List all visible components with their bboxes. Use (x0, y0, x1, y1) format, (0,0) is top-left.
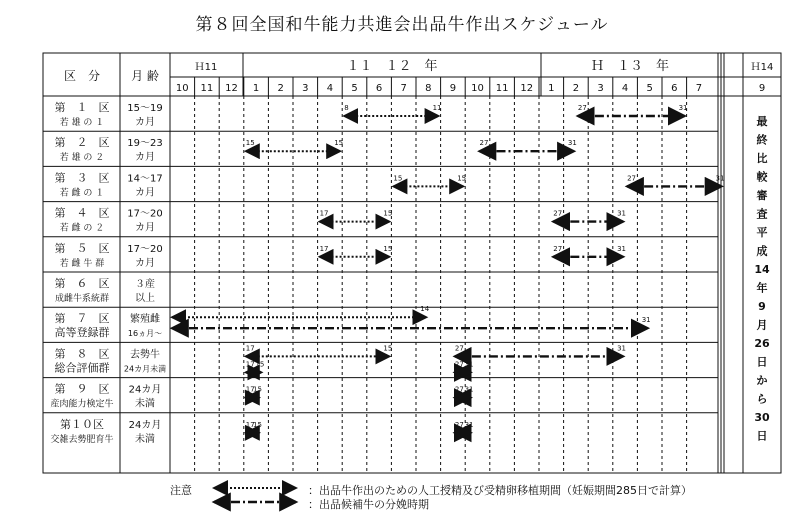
month-label: 2 (572, 83, 580, 94)
month-label: 2 (277, 83, 284, 94)
month-label: 8 (425, 83, 432, 94)
bar-start-day: 27 (627, 174, 637, 183)
bar-end-day: 31 (464, 385, 474, 394)
h14-char: か (756, 374, 768, 387)
bar-start-day: 17 (245, 385, 255, 394)
h14-char: ら (756, 392, 768, 406)
month-lines (195, 77, 687, 473)
row-age-range: 17～20 (127, 208, 163, 220)
row-class-number: 第 ３ 区 (54, 171, 110, 185)
bar-start-day: 27 (553, 244, 563, 253)
row-age-unit: カ月 (135, 117, 155, 128)
bar-end-day: 15 (383, 344, 393, 353)
header-era-h14: Ｈ14 (750, 62, 774, 73)
bar-start-day: 17 (245, 420, 255, 429)
bar-start-day: 27 (479, 139, 489, 148)
row-class-number: 第 ６ 区 (54, 277, 110, 290)
bar-end-day: 15 (253, 385, 262, 394)
h14-char: 成 (756, 244, 768, 258)
h14-char: 平 (756, 226, 768, 239)
legend-label: 注意 (170, 484, 192, 497)
h14-char: 年 (756, 281, 768, 295)
bar-end-day: 11 (432, 104, 442, 112)
h14-char: 終 (756, 133, 768, 147)
bar-end-day: 31 (464, 420, 474, 429)
row-age-range: 繁殖雌 (130, 314, 160, 326)
bar-start-day: 17 (245, 360, 255, 369)
h14-char: 30 (754, 411, 770, 424)
row-age-unit: 24カ月未満 (123, 364, 167, 374)
row-class-number: 第 ２ 区 (54, 136, 110, 150)
month-label: 4 (326, 83, 334, 94)
row-class-number: 第 １ 区 (54, 101, 110, 114)
row-age-unit: カ月 (135, 187, 155, 199)
row-class-name: 総合評価群 (54, 361, 110, 375)
schedule-bars (172, 104, 724, 433)
bar-start-day: 27 (454, 360, 464, 369)
row-class-name: 交雑去勢肥育牛 (50, 434, 114, 445)
bar-start-day: 17 (319, 244, 329, 253)
month-label: 10 (471, 83, 484, 94)
row-age-unit: カ月 (135, 152, 155, 164)
month-label: 4 (621, 83, 629, 94)
month-labels (176, 83, 702, 94)
row-class-name: 高等登録群 (54, 326, 110, 340)
bar-start-day: 27 (553, 209, 563, 218)
h14-char: 14 (754, 263, 770, 276)
row-class-name: 若 雄 の １ (59, 118, 105, 128)
month-label: 10 (175, 83, 189, 94)
month-label: 1 (548, 83, 555, 94)
bar-end-day: 31 (567, 139, 577, 148)
header-year-h13: Ｈ １３ 年 (590, 59, 670, 74)
bar-start-day: 27 (454, 420, 464, 429)
row-class-number: 第 ７ 区 (54, 312, 110, 326)
bar-start-day: 27 (454, 344, 464, 353)
month-label: 7 (695, 83, 703, 94)
bar-start-day: 27 (577, 104, 587, 112)
bar-start-day: 15 (245, 139, 255, 148)
header-year-h12: １１ １２ 年 (346, 59, 438, 74)
bar-end-day: 31 (641, 316, 651, 325)
bar-start-day: 27 (454, 385, 464, 394)
h14-vertical-text (754, 114, 770, 443)
row-class-name: 若 雌 の ２ (59, 223, 105, 234)
bar-start-day: 17 (245, 344, 255, 353)
row-age-range: 17～20 (127, 243, 163, 255)
row-class-number: 第１０区 (60, 417, 104, 431)
row-age-range: 15～19 (127, 103, 163, 114)
row-class-number: 第 ９ 区 (54, 382, 110, 396)
header-class: 区 分 (63, 69, 101, 83)
row-age-unit: 未満 (135, 433, 155, 445)
h14-char: 9 (758, 300, 766, 313)
month-label: 7 (400, 83, 407, 94)
header-era-h11: Ｈ11 (194, 62, 218, 73)
row-age-unit: 以上 (135, 293, 155, 304)
legend-birth-text: ：出品候補牛の分娩時期 (308, 498, 429, 511)
row-class-name: 若 雌 の １ (59, 188, 105, 199)
month-label: 5 (646, 83, 653, 94)
h14-char: 月 (756, 318, 768, 332)
bar-end-day: 15 (383, 209, 393, 218)
bar-end-day: 15 (334, 139, 344, 148)
month-label: 6 (671, 83, 678, 94)
bar-end-day: 31 (715, 174, 725, 183)
bar-end-day: 15 (457, 174, 467, 183)
bar-start-day: 15 (393, 174, 403, 183)
h14-char: 較 (756, 170, 768, 184)
h14-char: 査 (756, 207, 768, 221)
row-labels (50, 101, 166, 445)
bar-end-day: 31 (464, 360, 474, 369)
month-label: 11 (495, 83, 509, 94)
h14-char: 最 (756, 115, 768, 128)
row-class-name: 成雌牛系統群 (54, 294, 110, 304)
legend-ai-text: ：出品牛作出のための人工授精及び受精卵移植期間（妊娠期間285日で計算） (308, 484, 692, 497)
row-age-range: ３産 (135, 279, 155, 290)
row-class-name: 若 雌 牛 群 (59, 258, 105, 269)
bar-start-day: 17 (319, 209, 329, 218)
row-age-unit: 16ヵ月～ (127, 329, 163, 339)
row-age-unit: カ月 (135, 257, 155, 269)
row-age-range: 19～23 (127, 138, 163, 150)
bar-end-day: 15 (383, 244, 393, 253)
row-class-name: 産肉能力検定牛 (50, 399, 114, 410)
header-h14-month: 9 (758, 83, 766, 94)
row-class-name: 若 雄 の ２ (59, 153, 105, 164)
row-age-unit: 未満 (135, 398, 155, 410)
page-title: 第８回全国和牛能力共進会出品牛作出スケジュール (195, 15, 609, 35)
month-label: 6 (375, 83, 383, 94)
row-class-number: 第 ４ 区 (54, 206, 110, 220)
bar-end-day: 14 (420, 305, 430, 314)
month-label: 9 (449, 83, 457, 94)
row-class-number: 第 ８ 区 (54, 347, 110, 361)
h14-char: 日 (756, 429, 768, 443)
month-label: 11 (200, 83, 214, 94)
month-label: 3 (302, 83, 309, 94)
month-label: 3 (597, 83, 604, 94)
bar-end-day: 15 (255, 360, 265, 369)
bar-start-day: 8 (344, 104, 349, 112)
row-age-range: 去勢牛 (130, 349, 160, 361)
row-class-number: 第 ５ 区 (54, 241, 110, 255)
header-age: 月 齢 (131, 69, 159, 83)
row-age-unit: カ月 (135, 222, 155, 234)
row-age-range: 24カ月 (128, 419, 162, 431)
month-label: 12 (520, 83, 534, 94)
month-label: 12 (225, 83, 238, 94)
bar-end-day: 31 (678, 104, 688, 112)
row-age-range: 24カ月 (128, 384, 162, 396)
h14-char: 日 (756, 355, 768, 369)
bar-end-day: 31 (617, 344, 627, 353)
month-label: 5 (351, 83, 358, 94)
row-age-range: 14～17 (127, 173, 163, 185)
h14-char: 26 (754, 337, 770, 350)
h14-char: 比 (756, 152, 768, 165)
month-label: 1 (252, 83, 260, 94)
bar-end-day: 31 (617, 209, 627, 218)
h14-char: 審 (756, 189, 768, 202)
bar-end-day: 31 (617, 244, 627, 253)
bar-end-day: 15 (253, 420, 262, 429)
